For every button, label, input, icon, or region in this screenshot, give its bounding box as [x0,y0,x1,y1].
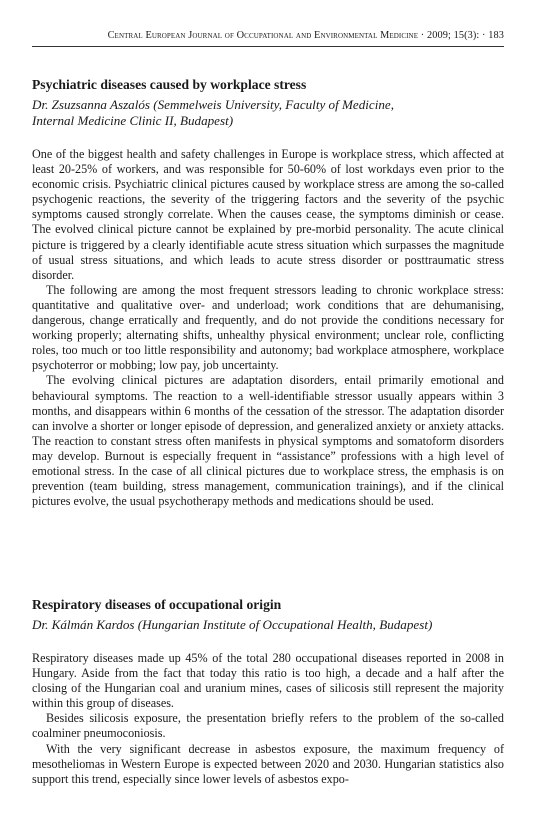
running-header [32,30,504,42]
citation: · 2009; 15(3): · 183 [420,30,504,41]
journal-title: Central European Journal of Occupational and Environmental Medicine [107,30,419,41]
abstract-body [32,651,504,787]
abstract-psychiatric [32,76,504,509]
paragraph: Respiratory diseases made up 45% of the total 280 occupational diseases reported in 2008 in Hungary. Aside from the fact that today this ratio is too high, a decade and a half after the closing of the Hungarian coal and uranium mines, cases of silicosis still represent the majority within this group of diseases. [32,651,504,711]
author-affiliation [32,617,504,633]
paragraph: The evolving clinical pictures are adaptation disorders, entail primarily emotional and behavioural symptoms. The reaction to a well-identifiable stressor usually appears within 3 months, and disappears within 6 months of the cessation of the stressor. The adaptation disorder can involve a shorter or longer episode of depression, and generalized anxiety or anxiety attacks. The reaction to constant stress often manifests in physical symptoms and somatoform disorders may develop. Burnout is especially frequent in “assistance” professions with a high level of emotional stress. In the case of all clinical pictures due to workplace stress, the emphasis is on prevention (team building, stress management, communication trainings), and if the clinical pictures evolve, the usual psychotherapy methods and medications should be used. [32,373,504,509]
header-rule [32,46,504,47]
section-title: Psychiatric diseases caused by workplace stress [32,77,307,92]
author-line: Dr. Zsuzsanna Aszalós (Semmelweis University, Faculty of Medicine, [32,97,394,112]
author-affiliation [32,97,504,129]
section-title: Respiratory diseases of occupational origin [32,597,282,612]
paragraph: Besides silicosis exposure, the presentation briefly refers to the problem of the so-called coalminer pneumoconiosis. [32,711,504,741]
paragraph: With the very significant decrease in asbestos exposure, the maximum frequency of mesotheliomas in Western Europe is expected between 2020 and 2030. Hungarian statistics also support this trend, especially since lower levels of asbestos expo- [32,741,504,786]
paragraph: One of the biggest health and safety challenges in Europe is workplace stress, which affected at least 20-25% of workers, and was responsible for 50-60% of lost workdays even prior to the economic crisis. Psychiatric clinical pictures caused by workplace stress are among the so-called psychogenic reactions, the severity of the triggering factors and the severity of the psychic symptoms caused strongly correlate. When the causes cease, the symptoms diminish or cease. The evolved clinical picture cannot be explained by pre-morbid personality. The acute clinical picture is triggered by a clearly identifiable acute stress situation which surpasses the magnitude of usual stress situations, and which leads to acute stress disorder or posttraumatic stress disorder. [32,147,504,282]
abstract-respiratory [32,596,504,787]
author-line: Internal Medicine Clinic II, Budapest) [32,113,234,128]
author-line: Dr. Kálmán Kardos (Hungarian Institute of Occupational Health, Budapest) [32,617,433,632]
paragraph: The following are among the most frequent stressors leading to chronic workplace stress: quantitative and qualitative over- and underload; work conditions that are dehumanising, dangerous, change erratically and frequently, and do not provide the conditions necessary for working properly; alternating shifts, unhealthy physical environment; unclear role, conflicting roles, too much or too little responsibility and autonomy; bad workplace atmosphere, workplace psychoterror or mobbing; low pay, job uncertainty. [32,282,504,373]
abstract-body [32,147,504,509]
